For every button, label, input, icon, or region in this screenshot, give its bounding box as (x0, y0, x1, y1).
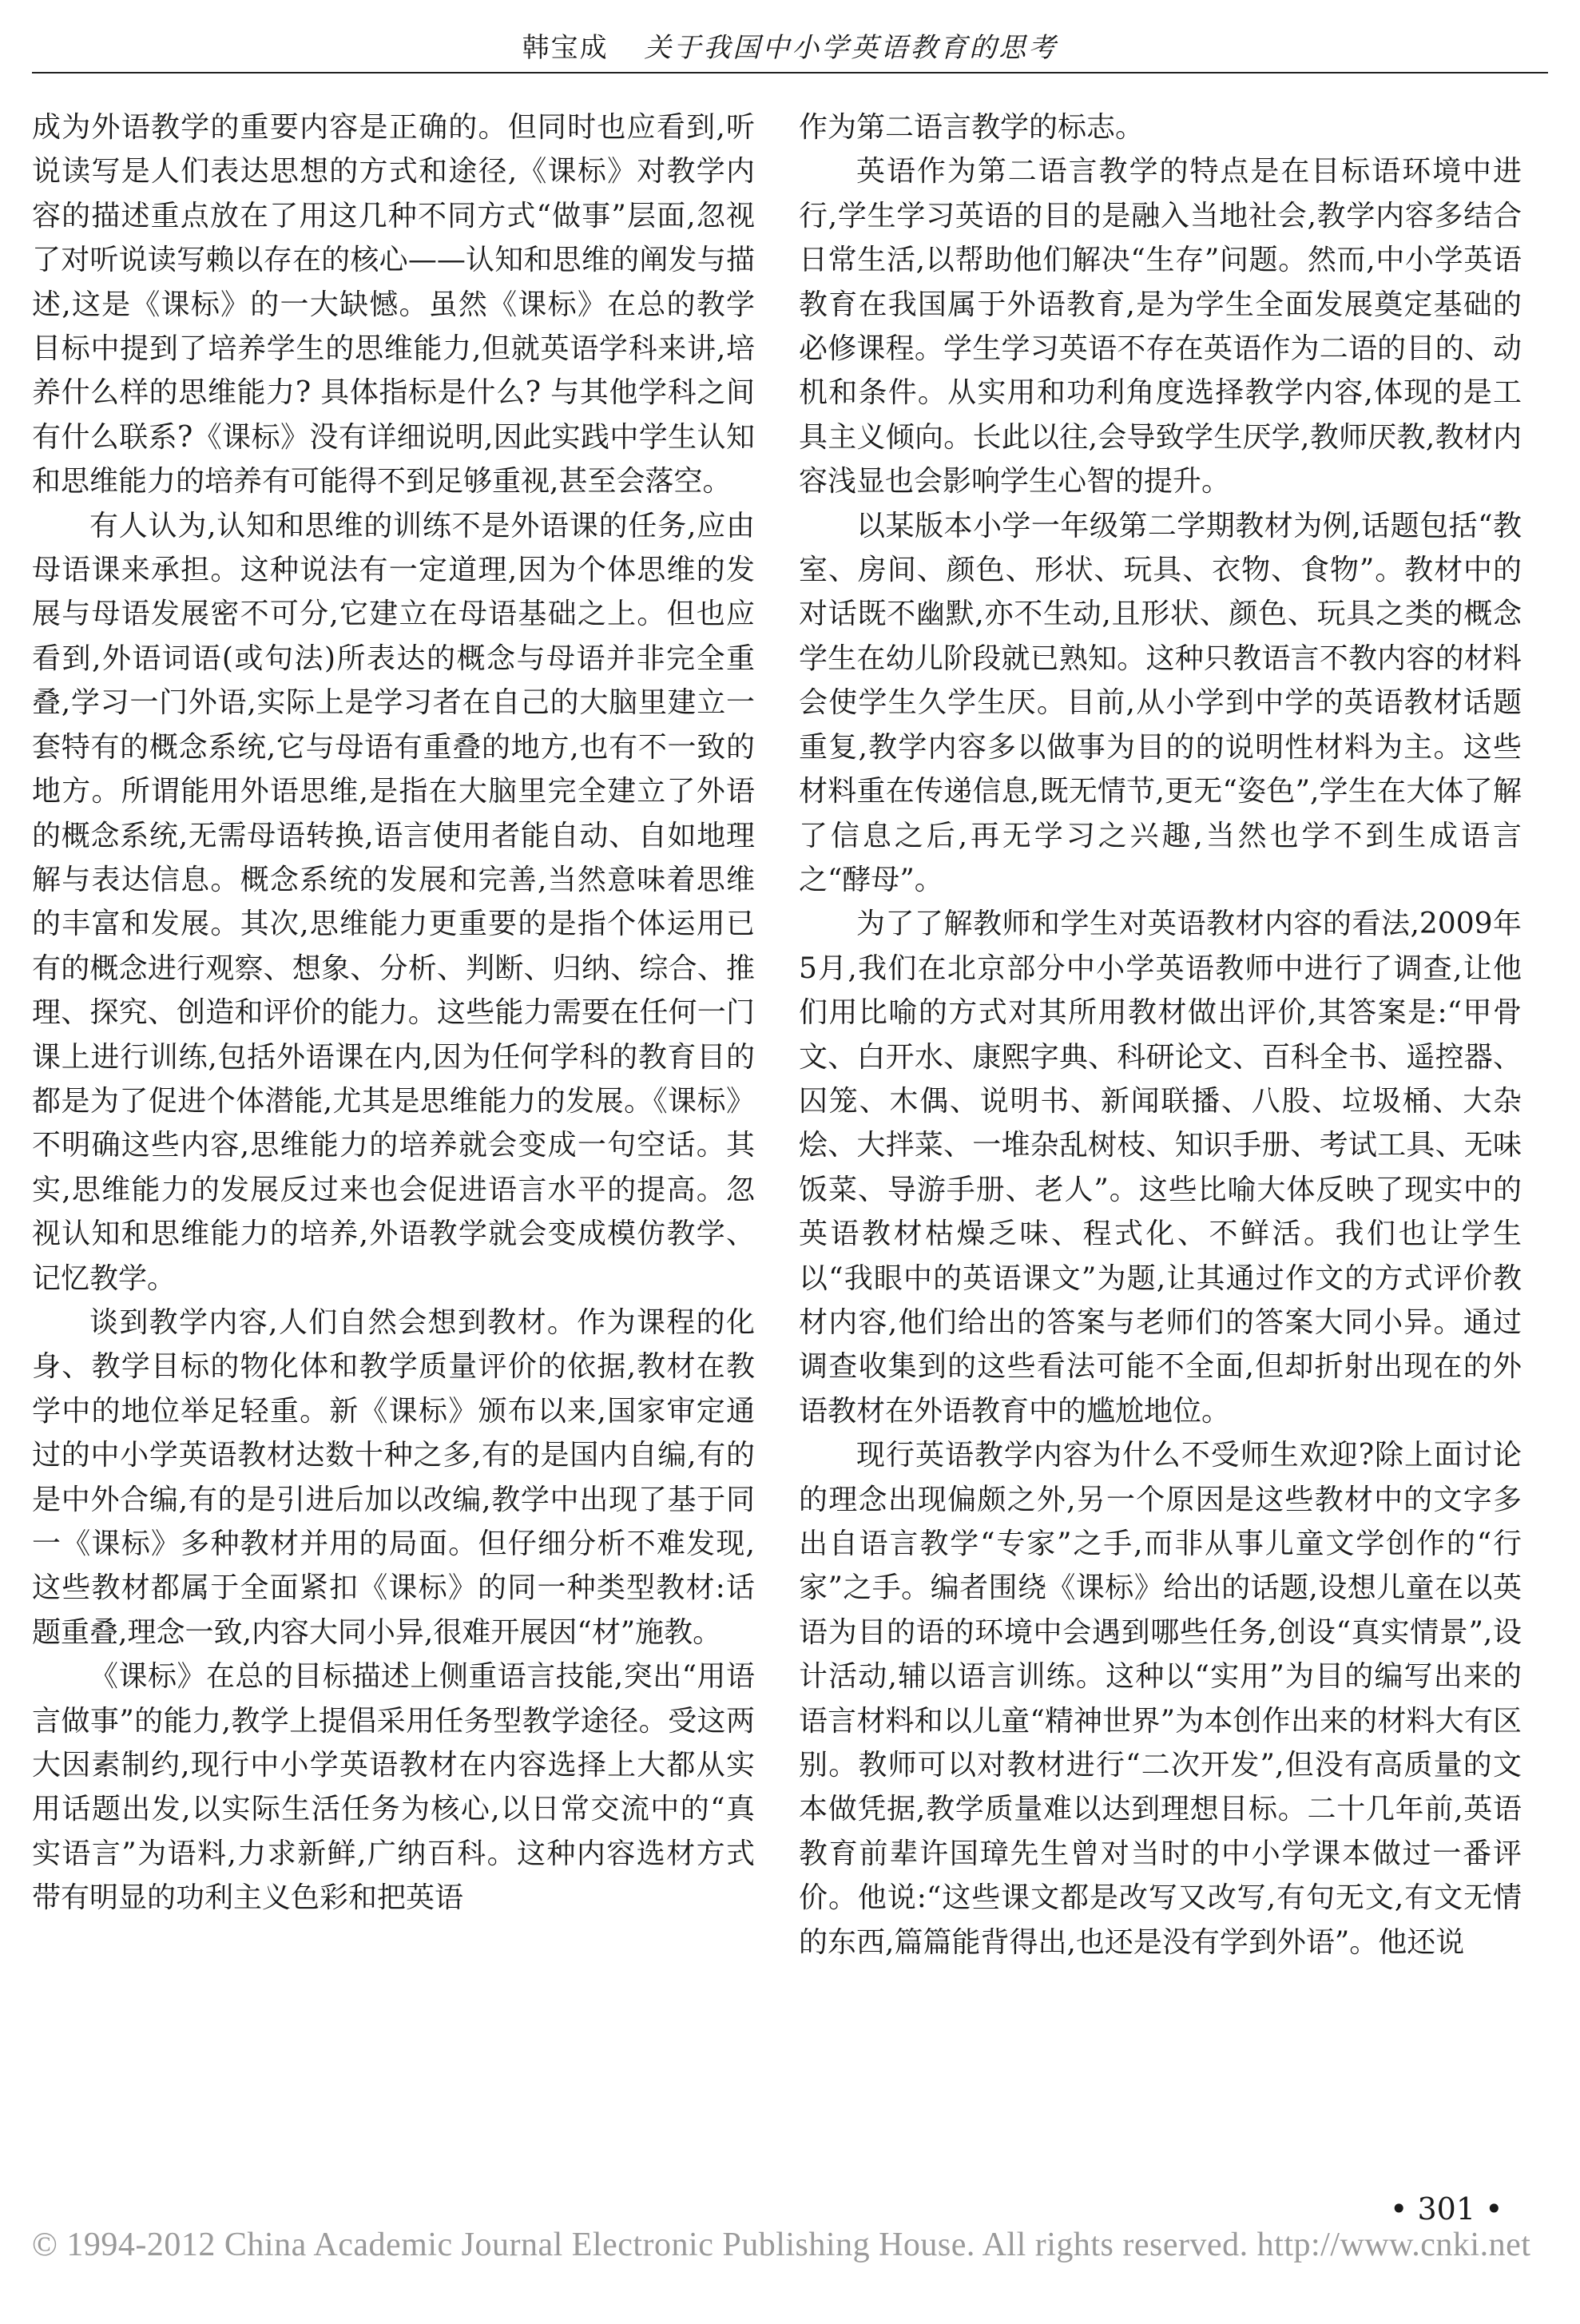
left-column (32, 105, 755, 1921)
page-number: • 301 • (1390, 2191, 1503, 2227)
right-column (799, 105, 1522, 1964)
left-paragraph-2: 有人认为,认知和思维的训练不是外语课的任务,应由母语课来承担。这种说法有一定道理,因为个体思维的发展与母语发展密不可分,它建立在母语基础之上。但也应看到,外语词语(或句法)所表达的概念与母语并非完全重叠,学习一门外语,实际上是学习者在自己的大脑里建立一套特有的概念系统,它与母语有重叠的地方,也有不一致的地方。所谓能用外语思维,是指在大脑里完全建立了外语的概念系统,无需母语转换,语言使用者能自动、自如地理解与表达信息。概念系统的发展和完善,当然意味着思维的丰富和发展。其次,思维能力更重要的是指个体运用已有的概念进行观察、想象、分析、判断、归纳、综合、推理、探究、创造和评价的能力。这些能力需要在任何一门课上进行训练,包括外语课在内,因为任何学科的教育目的都是为了促进个体潜能,尤其是思维能力的发展。《课标》不明确这些内容,思维能力的培养就会变成一句空话。其实,思维能力的发展反过来也会促进语言水平的提高。忽视认知和思维能力的培养,外语教学就会变成模仿教学、记忆教学。 (32, 509, 755, 1295)
right-paragraph-3: 以某版本小学一年级第二学期教材为例,话题包括“教室、房间、颜色、形状、玩具、衣物、食物”。教材中的对话既不幽默,亦不生动,且形状、颜色、玩具之类的概念学生在幼儿阶段就已熟知。这种只教语言不教内容的材料会使学生久学生厌。目前,从小学到中学的英语教材话题重复,教学内容多以做事为目的的说明性材料为主。这些材料重在传递信息,既无情节,更无“姿色”,学生在大体了解了信息之后,再无学习之兴趣,当然也学不到生成语言之“酵母”。 (799, 509, 1522, 896)
right-paragraph-2: 英语作为第二语言教学的特点是在目标语环境中进行,学生学习英语的目的是融入当地社会,教学内容多结合日常生活,以帮助他们解决“生存”问题。然而,中小学英语教育在我国属于外语教育,是为学生全面发展奠定基础的必修课程。学生学习英语不存在英语作为二语的目的、动机和条件。从实用和功利角度选择教学内容,体现的是工具主义倾向。长此以往,会导致学生厌学,教师厌教,教材内容浅显也会影响学生心智的提升。 (799, 155, 1522, 499)
left-paragraph-4: 《课标》在总的目标描述上侧重语言技能,突出“用语言做事”的能力,教学上提倡采用任务型教学途径。受这两大因素制约,现行中小学英语教材在内容选择上大都从实用话题出发,以实际生活任务为核心,以日常交流中的“真实语言”为语料,力求新鲜,广纳百科。这种内容选材方式带有明显的功利主义色彩和把英语 (32, 1660, 755, 1915)
right-paragraph-1: 作为第二语言教学的标志。 (799, 111, 1145, 144)
copyright-watermark: © 1994-2012 China Academic Journal Electronic Publishing House. All rights reserved. http://www.cnki.net (32, 2227, 1531, 2263)
right-paragraph-4: 为了了解教师和学生对英语教材内容的看法,2009年5月,我们在北京部分中小学英语教师中进行了调查,让他们用比喻的方式对其所用教材做出评价,其答案是:“甲骨文、白开水、康熙字典、科研论文、百科全书、遥控器、囚笼、木偶、说明书、新闻联播、八股、垃圾桶、大杂烩、大拌菜、一堆杂乱树枝、知识手册、考试工具、无味饭菜、导游手册、老人”。这些比喻大体反映了现实中的英语教材枯燥乏味、程式化、不鲜活。我们也让学生以“我眼中的英语课文”为题,让其通过作文的方式评价教材内容,他们给出的答案与老师们的答案大同小异。通过调查收集到的这些看法可能不全面,但却折射出现在的外语教材在外语教育中的尴尬地位。 (799, 908, 1522, 1428)
right-paragraph-5: 现行英语教学内容为什么不受师生欢迎?除上面讨论的理念出现偏颇之外,另一个原因是这些教材中的文字多出自语言教学“专家”之手,而非从事儿童文学创作的“行家”之手。编者围绕《课标》给出的话题,设想儿童在以英语为目的语的环境中会遇到哪些任务,创设“真实情景”,设计活动,辅以语言训练。这种以“实用”为目的编写出来的语言材料和以儿童“精神世界”为本创作出来的材料大有区别。教师可以对教材进行“二次开发”,但没有高质量的文本做凭据,教学质量难以达到理想目标。二十几年前,英语教育前辈许国璋先生曾对当时的中小学课本做过一番评价。他说:“这些课文都是改写又改写,有句无文,有文无情的东西,篇篇能背得出,也还是没有学到外语”。他还说 (799, 1439, 1522, 1959)
header-title: 关于我国中小学英语教育的思考 (644, 32, 1058, 64)
header-author: 韩宝成 (522, 32, 609, 64)
left-paragraph-1: 成为外语教学的重要内容是正确的。但同时也应看到,听说读写是人们表达思想的方式和途径,《课标》对教学内容的描述重点放在了用这几种不同方式“做事”层面,忽视了对听说读写赖以存在的核心——认知和思维的阐发与描述,这是《课标》的一大缺憾。虽然《课标》在总的教学目标中提到了培养学生的思维能力,但就英语学科来讲,培养什么样的思维能力? 具体指标是什么? 与其他学科之间有什么联系?《课标》没有详细说明,因此实践中学生认知和思维能力的培养有可能得不到足够重视,甚至会落空。 (32, 111, 755, 499)
left-paragraph-3: 谈到教学内容,人们自然会想到教材。作为课程的化身、教学目标的物化体和教学质量评价的依据,教材在教学中的地位举足轻重。新《课标》颁布以来,国家审定通过的中小学英语教材达数十种之多,有的是国内自编,有的是中外合编,有的是引进后加以改编,教学中出现了基于同一《课标》多种教材并用的局面。但仔细分析不难发现,这些教材都属于全面紧扣《课标》的同一种类型教材:话题重叠,理念一致,内容大同小异,很难开展因“材”施教。 (32, 1305, 755, 1649)
running-header (32, 24, 1548, 73)
